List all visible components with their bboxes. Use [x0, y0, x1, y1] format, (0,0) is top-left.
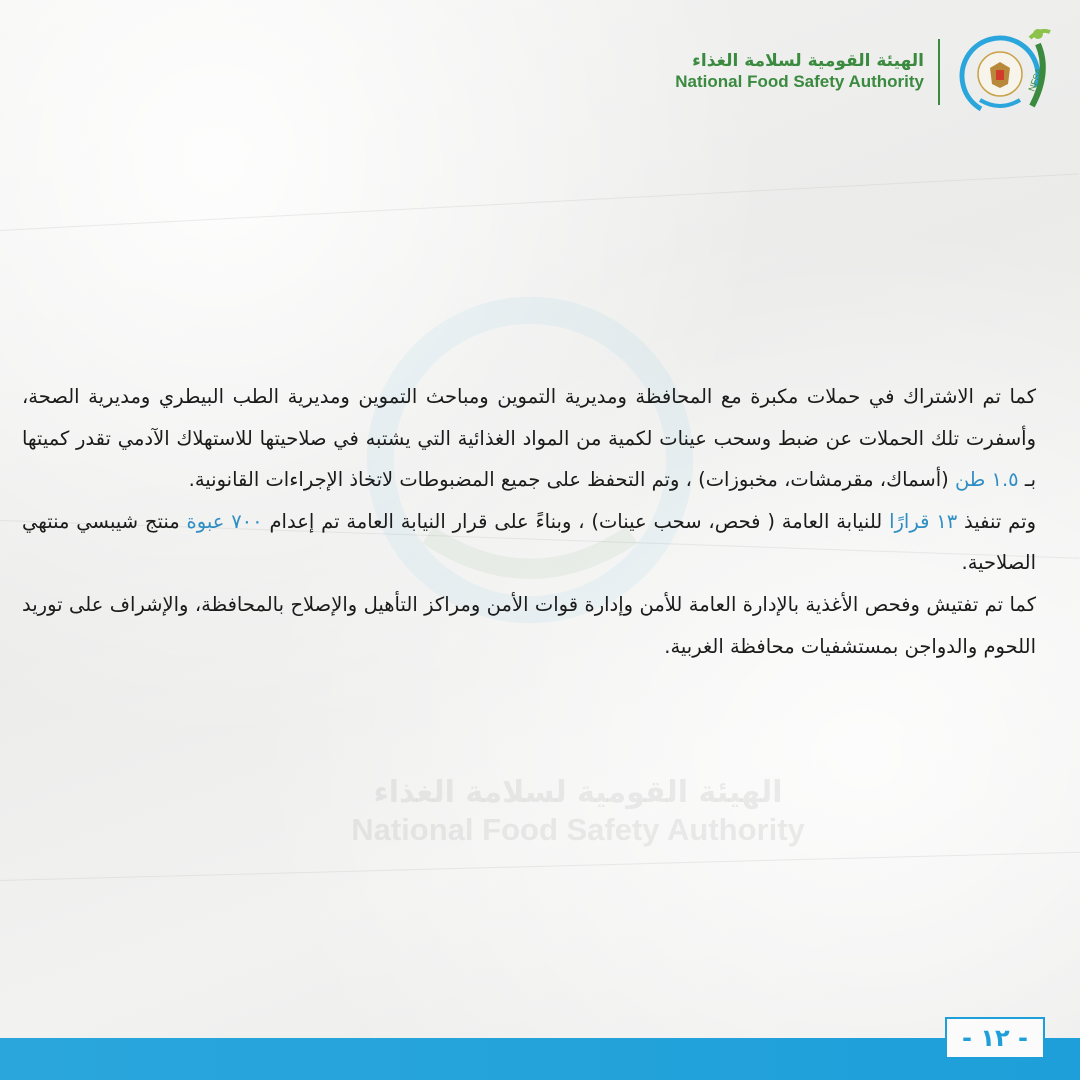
destroyed-packages: ٧٠٠ عبوة — [186, 509, 263, 533]
paragraph-decisions-text-a: وتم تنفيذ — [957, 509, 1037, 533]
paragraph-decisions-text-b: للنيابة العامة ( فحص، سحب عينات) ، وبناءً على قرار النيابة العامة تم إعدام — [262, 509, 890, 533]
page-number — [945, 1017, 1045, 1059]
watermark-name-en: National Food Safety Authority — [351, 812, 805, 847]
paragraph-decisions — [22, 501, 1036, 584]
watermark-text — [318, 775, 838, 848]
emblem-label: NFSA — [1026, 66, 1045, 93]
seized-quantity: ١.٥ طن — [954, 468, 1019, 492]
footer-bar — [0, 1038, 1080, 1080]
org-name-ar: الهيئة القومية لسلامة الغذاء — [692, 51, 924, 72]
paragraph-campaigns-text-b: (أسماك، مقرمشات، مخبوزات) ، وتم التحفظ على جميع المضبوطات لاتخاذ الإجراءات القانونية. — [188, 468, 955, 492]
decisions-count: ١٣ قرارًا — [889, 509, 958, 533]
watermark-name-ar: الهيئة القومية لسلامة الغذاء — [373, 775, 783, 810]
page-number-label: - ١٢ - — [962, 1024, 1028, 1052]
nfsa-logo — [675, 22, 1054, 122]
article-body — [22, 376, 1036, 667]
nfsa-emblem-icon — [954, 22, 1054, 122]
logo-divider — [938, 39, 940, 105]
logo-text — [675, 52, 924, 91]
paragraph-campaigns-text-a: كما تم الاشتراك في حملات مكبرة مع المحافظة ومديرية التموين ومباحث التموين ومديرية الطب البيطري ومديرية الصحة، وأسفرت تلك الحملات عن ضبط وسحب عينات لكمية من المواد الغذائية التي يشتبه في صلاحيتها للاستهلاك الآدمي تقدر كميتها بـ — [22, 385, 1036, 492]
org-name-en: National Food Safety Authority — [675, 72, 924, 91]
paragraph-decisions-text-c: منتج شيبسي منتهي الصلاحية. — [22, 509, 1036, 575]
paragraph-campaigns — [22, 376, 1036, 501]
paragraph-inspections: كما تم تفتيش وفحص الأغذية بالإدارة العامة للأمن وإدارة قوات الأمن ومراكز التأهيل والإصلاح بالمحافظة، والإشراف على توريد اللحوم والدواجن بمستشفيات محافظة الغربية. — [22, 592, 1036, 658]
